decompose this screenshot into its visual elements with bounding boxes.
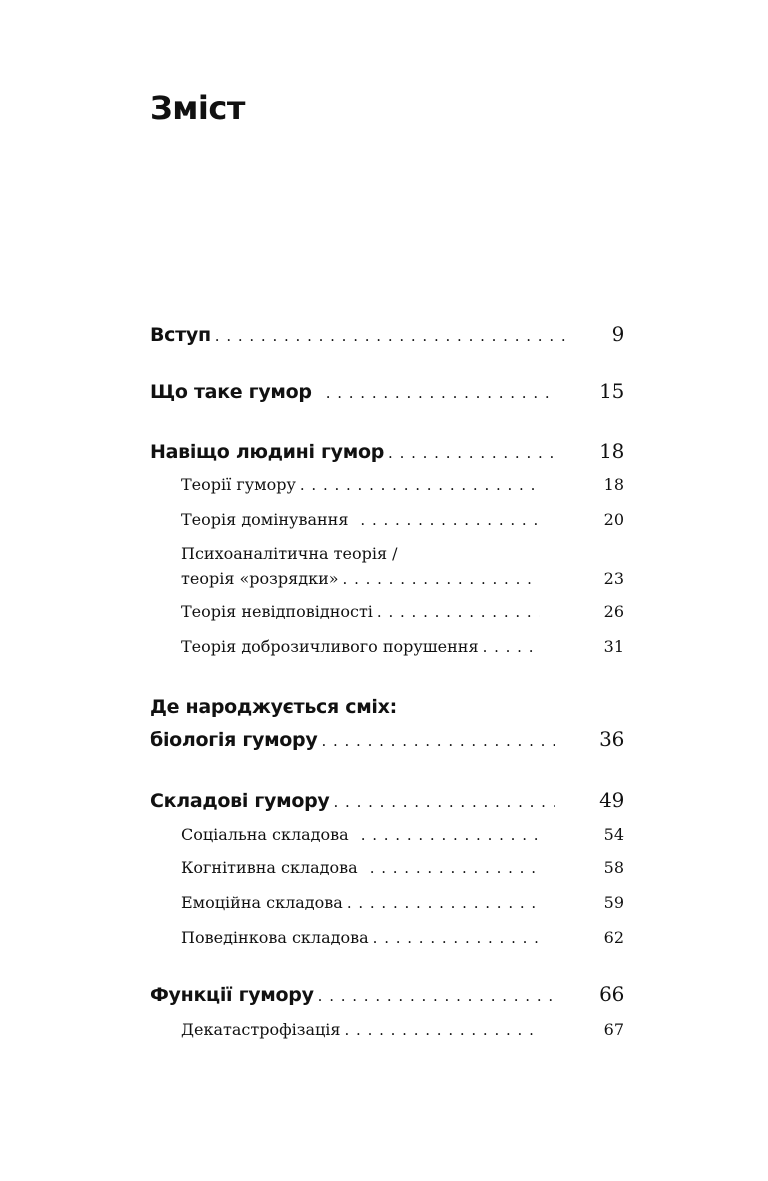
toc-subentry-label: Теорія домінування xyxy=(181,510,349,529)
toc-leader-dots xyxy=(321,732,555,750)
toc-entry-label: Вступ xyxy=(150,324,211,346)
toc-leader-dots xyxy=(361,826,540,844)
toc-leader-dots xyxy=(345,1021,540,1039)
toc-leader-dots xyxy=(370,859,540,877)
toc-leader-dots xyxy=(300,476,540,494)
toc-leader-dots xyxy=(334,793,556,811)
toc-subentry[interactable] xyxy=(181,928,624,947)
toc-entry-label: Складові гумору xyxy=(150,790,330,812)
toc-entry-label-line1: Де народжується сміх: xyxy=(150,696,397,718)
toc-subentry-label-line1: Психоаналітична теорія / xyxy=(181,544,398,563)
toc-subentry-label: Теорія доброзичливого порушення xyxy=(181,637,479,656)
toc-leader-dots xyxy=(318,987,555,1005)
toc-leader-dots xyxy=(360,511,539,529)
toc-subentry[interactable] xyxy=(181,825,624,844)
toc-entry-label: біологія гумору xyxy=(150,729,318,751)
toc-leader-dots xyxy=(483,638,540,656)
toc-page-number: 36 xyxy=(599,727,624,751)
toc-subentry-label: Соціальна складова xyxy=(181,825,349,844)
toc-leader-dots xyxy=(215,327,568,345)
toc-leader-dots xyxy=(377,603,540,621)
toc-subentry-label: Теорії гумору xyxy=(181,475,296,494)
toc-page-number: 23 xyxy=(603,569,624,588)
toc-page-number: 18 xyxy=(603,475,624,494)
toc-page-number: 9 xyxy=(611,322,624,346)
toc-leader-dots xyxy=(347,894,540,912)
toc-subentry[interactable] xyxy=(181,637,624,656)
toc-entry-label: Функції гумору xyxy=(150,984,314,1006)
toc-entry-why-humor[interactable] xyxy=(150,439,624,463)
toc-entry-where-laughter[interactable] xyxy=(150,727,624,751)
toc-page-number: 49 xyxy=(599,788,624,812)
toc-page-number: 31 xyxy=(603,637,624,656)
page-title: Зміст xyxy=(150,89,245,127)
toc-subentry-label: Теорія невідповідності xyxy=(181,602,373,621)
toc-leader-dots xyxy=(326,384,555,402)
toc-leader-dots xyxy=(388,444,555,462)
toc-subentry-label: Емоційна складова xyxy=(181,893,343,912)
toc-subentry[interactable] xyxy=(181,893,624,912)
toc-page-number: 59 xyxy=(603,893,624,912)
toc-subentry[interactable] xyxy=(181,510,624,529)
toc-leader-dots xyxy=(343,570,540,588)
toc-page-number: 67 xyxy=(603,1020,624,1039)
toc-page-number: 18 xyxy=(599,439,624,463)
toc-page-number: 15 xyxy=(599,379,624,403)
toc-page-number: 54 xyxy=(603,825,624,844)
toc-page-number: 58 xyxy=(603,858,624,877)
toc-entry-intro[interactable] xyxy=(150,322,624,346)
toc-entry-functions[interactable] xyxy=(150,982,624,1006)
toc-subentry[interactable] xyxy=(181,475,624,494)
toc-entry-label: Навіщо людині гумор xyxy=(150,441,385,463)
toc-page-number: 62 xyxy=(603,928,624,947)
toc-leader-dots xyxy=(373,929,540,947)
toc-subentry[interactable] xyxy=(181,1020,624,1039)
toc-subentry-label: теорія «розрядки» xyxy=(181,569,339,588)
toc-subentry-label: Поведінкова складова xyxy=(181,928,369,947)
toc-page-number: 20 xyxy=(603,510,624,529)
toc-page-number: 66 xyxy=(599,982,624,1006)
toc-entry-label: Що таке гумор xyxy=(150,381,312,403)
toc-subentry[interactable] xyxy=(181,602,624,621)
toc-subentry-label: Декатастрофізація xyxy=(181,1020,341,1039)
toc-entry-components[interactable] xyxy=(150,788,624,812)
toc-page-number: 26 xyxy=(603,602,624,621)
toc-subentry[interactable] xyxy=(181,858,624,877)
toc-entry-what-is-humor[interactable] xyxy=(150,379,624,403)
toc-subentry-label: Когнітивна складова xyxy=(181,858,358,877)
toc-subentry[interactable] xyxy=(181,569,624,588)
